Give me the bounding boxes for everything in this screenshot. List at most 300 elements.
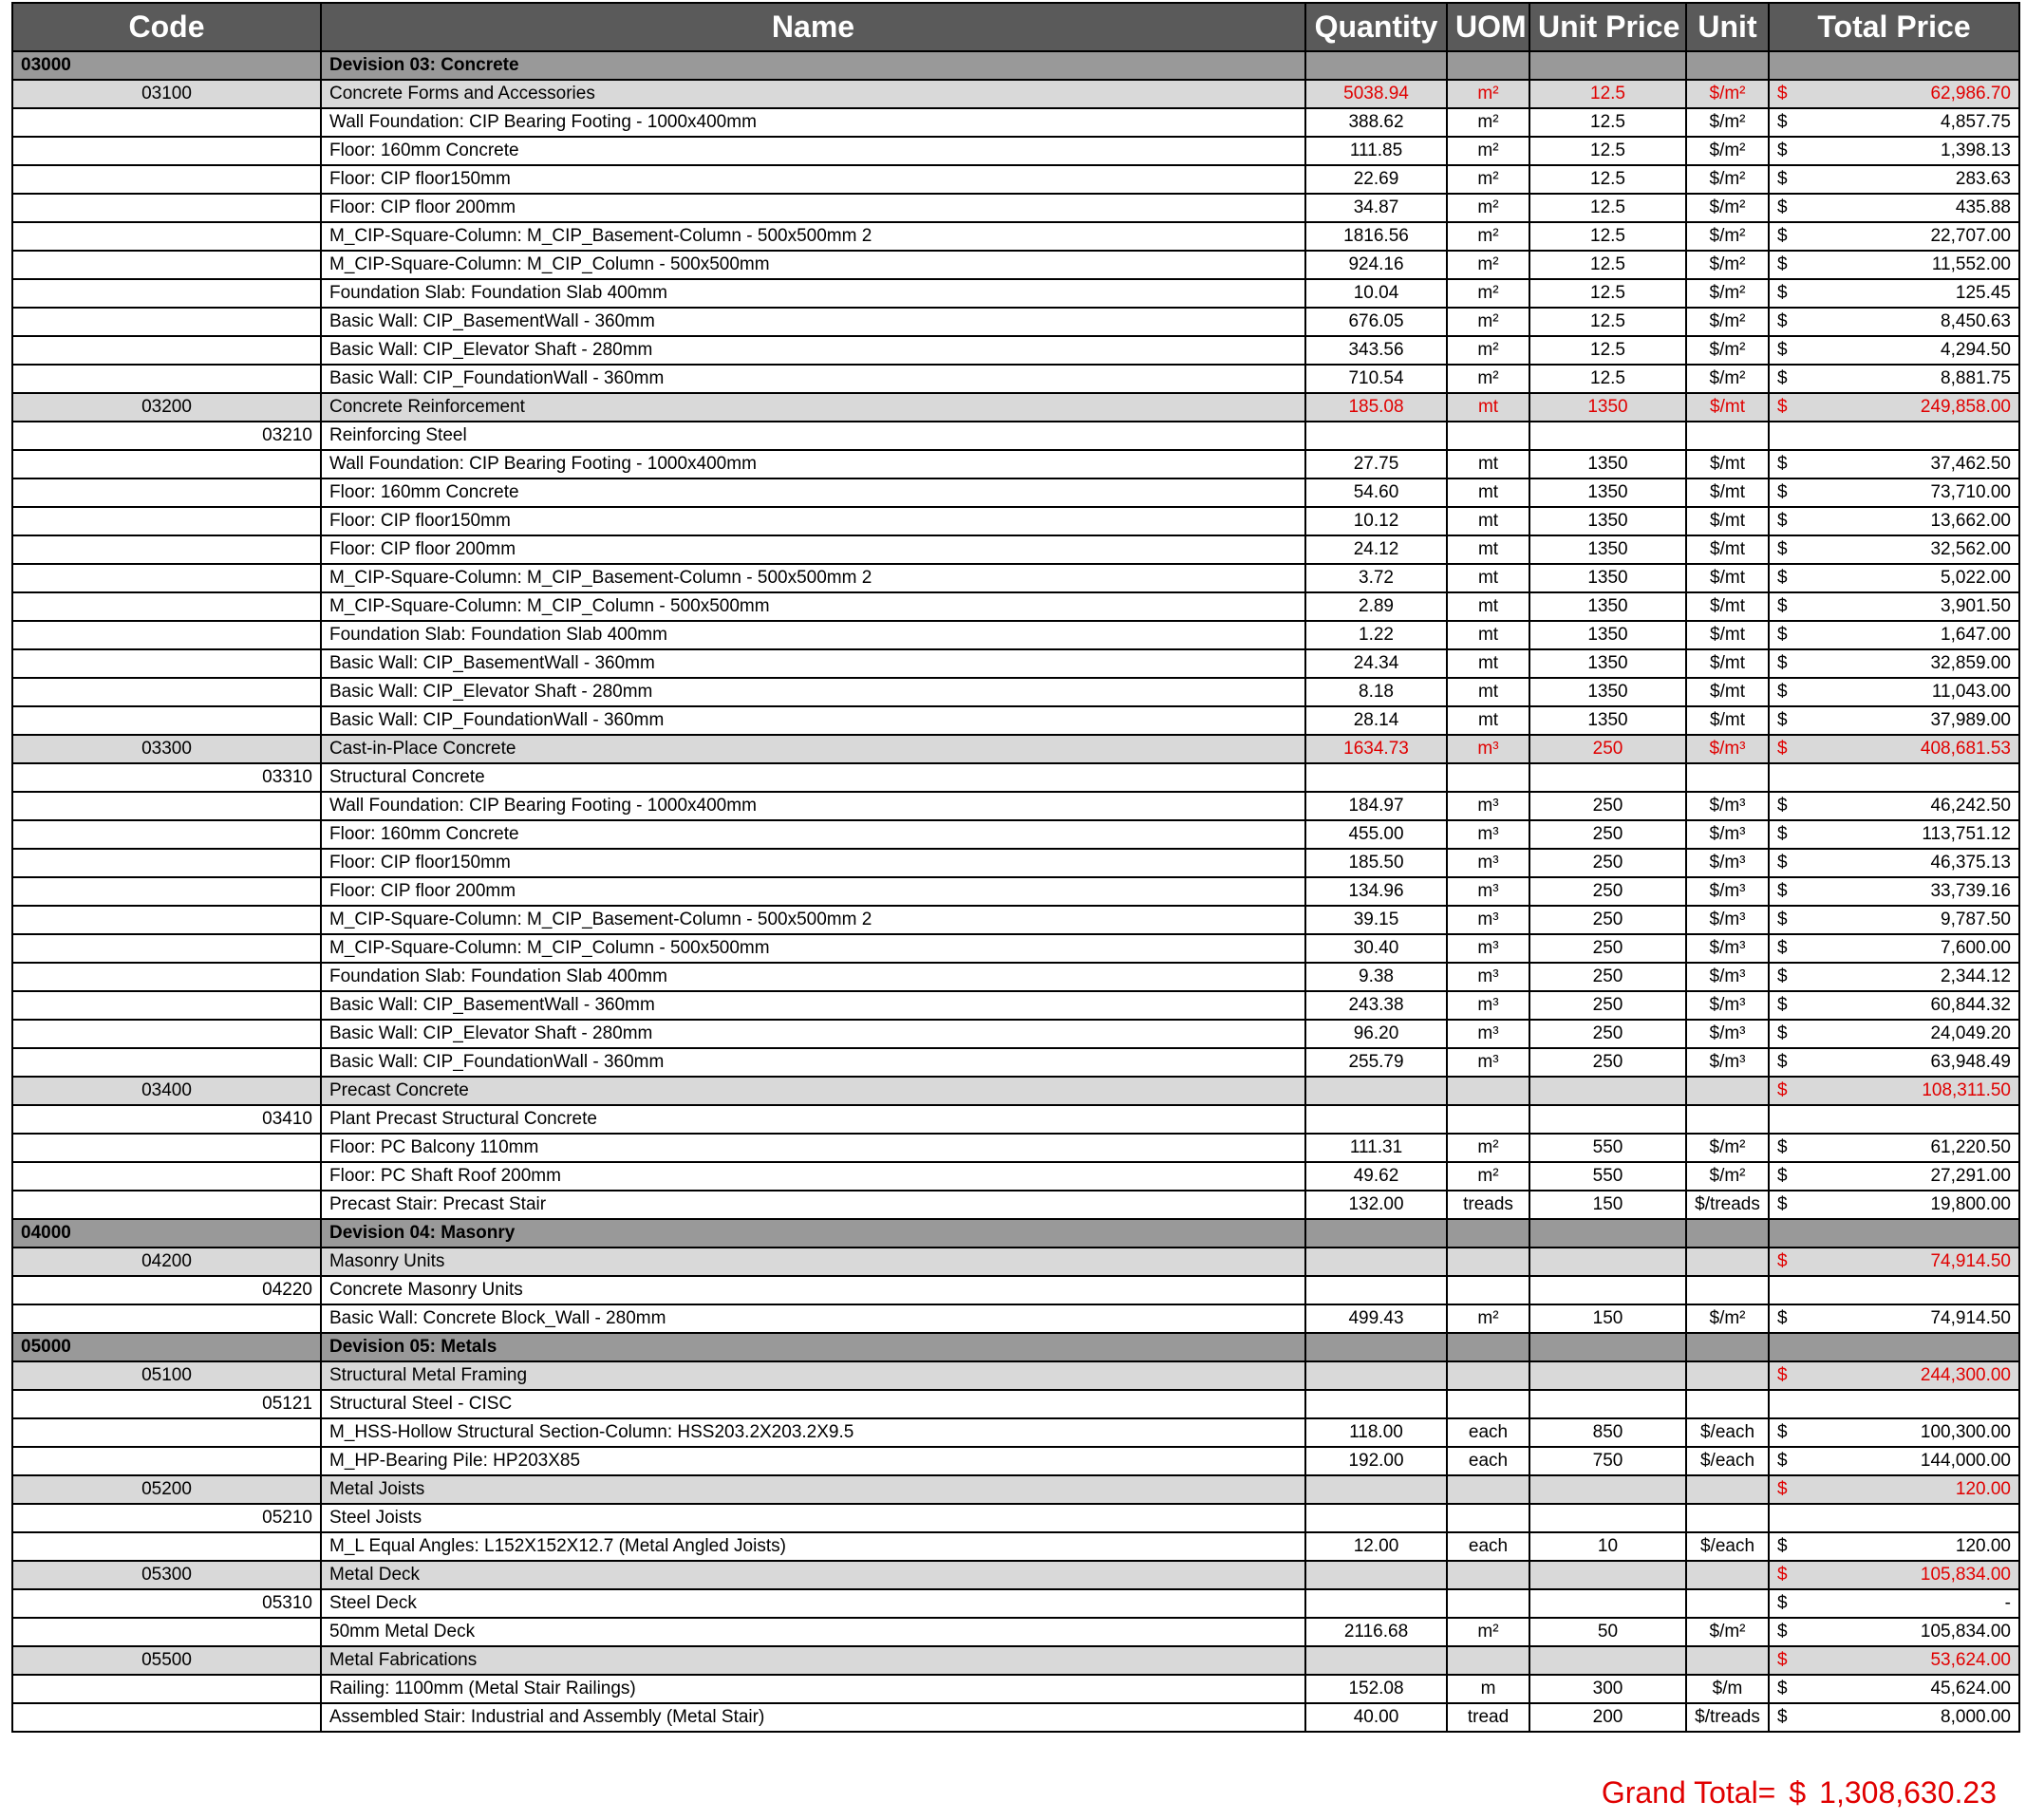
cell-name[interactable]: Metal Joists	[321, 1475, 1305, 1504]
cell-unit[interactable]: $/each	[1686, 1447, 1769, 1475]
cell-name[interactable]: 50mm Metal Deck	[321, 1618, 1305, 1646]
cell-uom[interactable]	[1447, 763, 1529, 792]
cell-code[interactable]: 03210	[12, 422, 321, 450]
cell-uom[interactable]: mt	[1447, 592, 1529, 621]
cell-name[interactable]: Structural Concrete	[321, 763, 1305, 792]
cell-total-price[interactable]	[1769, 1447, 2019, 1475]
cell-quantity[interactable]: 12.00	[1305, 1532, 1447, 1561]
cell-code[interactable]	[12, 1020, 321, 1048]
cell-total-price[interactable]	[1769, 1618, 2019, 1646]
header-code[interactable]: Code	[12, 3, 321, 51]
cell-unit-price[interactable]: 12.5	[1529, 137, 1686, 165]
cell-code[interactable]	[12, 849, 321, 877]
cell-code[interactable]	[12, 222, 321, 251]
cell-name[interactable]: Foundation Slab: Foundation Slab 400mm	[321, 621, 1305, 649]
cell-uom[interactable]: each	[1447, 1532, 1529, 1561]
cell-code[interactable]	[12, 706, 321, 735]
cell-unit[interactable]: $/mt	[1686, 450, 1769, 478]
cell-uom[interactable]	[1447, 1361, 1529, 1390]
cell-quantity[interactable]	[1305, 1077, 1447, 1105]
cell-quantity[interactable]: 49.62	[1305, 1162, 1447, 1191]
cell-uom[interactable]: tread	[1447, 1703, 1529, 1732]
cell-unit[interactable]: $/m³	[1686, 963, 1769, 991]
cell-quantity[interactable]: 54.60	[1305, 478, 1447, 507]
cell-name[interactable]: Steel Joists	[321, 1504, 1305, 1532]
cell-uom[interactable]: treads	[1447, 1191, 1529, 1219]
cell-unit-price[interactable]: 250	[1529, 792, 1686, 820]
cell-code[interactable]	[12, 934, 321, 963]
cell-unit-price[interactable]: 12.5	[1529, 336, 1686, 365]
cell-name[interactable]: Cast-in-Place Concrete	[321, 735, 1305, 763]
cell-quantity[interactable]: 134.96	[1305, 877, 1447, 906]
cell-quantity[interactable]: 30.40	[1305, 934, 1447, 963]
cell-uom[interactable]: m	[1447, 1675, 1529, 1703]
cell-total-price[interactable]	[1769, 336, 2019, 365]
cell-uom[interactable]: mt	[1447, 507, 1529, 535]
cell-total-price[interactable]	[1769, 963, 2019, 991]
cell-uom[interactable]: each	[1447, 1447, 1529, 1475]
cell-total-price[interactable]	[1769, 763, 2019, 792]
cell-unit[interactable]: $/m²	[1686, 165, 1769, 194]
cell-uom[interactable]: m³	[1447, 849, 1529, 877]
cell-unit[interactable]: $/m³	[1686, 820, 1769, 849]
cell-unit-price[interactable]: 1350	[1529, 564, 1686, 592]
cell-name[interactable]: Basic Wall: CIP_FoundationWall - 360mm	[321, 1048, 1305, 1077]
cell-quantity[interactable]	[1305, 1589, 1447, 1618]
cell-name[interactable]: Basic Wall: CIP_FoundationWall - 360mm	[321, 365, 1305, 393]
header-unit[interactable]: Unit	[1686, 3, 1769, 51]
cell-unit-price[interactable]	[1529, 1390, 1686, 1418]
cell-unit[interactable]: $/m²	[1686, 108, 1769, 137]
cell-name[interactable]: M_HP-Bearing Pile: HP203X85	[321, 1447, 1305, 1475]
cell-total-price[interactable]	[1769, 1361, 2019, 1390]
cell-total-price[interactable]	[1769, 820, 2019, 849]
cell-quantity[interactable]: 1634.73	[1305, 735, 1447, 763]
cell-total-price[interactable]	[1769, 592, 2019, 621]
cell-code[interactable]: 05500	[12, 1646, 321, 1675]
cell-quantity[interactable]: 24.34	[1305, 649, 1447, 678]
cell-code[interactable]	[12, 1191, 321, 1219]
cell-quantity[interactable]: 96.20	[1305, 1020, 1447, 1048]
cell-unit[interactable]: $/m²	[1686, 194, 1769, 222]
cell-unit[interactable]	[1686, 51, 1769, 80]
cell-uom[interactable]: m²	[1447, 308, 1529, 336]
cell-uom[interactable]: m³	[1447, 906, 1529, 934]
cell-quantity[interactable]: 924.16	[1305, 251, 1447, 279]
cell-unit-price[interactable]	[1529, 1219, 1686, 1248]
cell-uom[interactable]: mt	[1447, 649, 1529, 678]
cell-uom[interactable]: m³	[1447, 1020, 1529, 1048]
cell-unit[interactable]: $/m²	[1686, 80, 1769, 108]
cell-unit-price[interactable]: 150	[1529, 1191, 1686, 1219]
cell-total-price[interactable]	[1769, 849, 2019, 877]
cell-name[interactable]: M_CIP-Square-Column: M_CIP_Column - 500x500mm	[321, 251, 1305, 279]
cell-code[interactable]	[12, 621, 321, 649]
cell-uom[interactable]: mt	[1447, 621, 1529, 649]
cell-unit[interactable]	[1686, 1219, 1769, 1248]
cell-unit[interactable]: $/m²	[1686, 308, 1769, 336]
cell-code[interactable]: 04000	[12, 1219, 321, 1248]
cell-uom[interactable]: mt	[1447, 393, 1529, 422]
cell-name[interactable]: Precast Stair: Precast Stair	[321, 1191, 1305, 1219]
cell-uom[interactable]	[1447, 1589, 1529, 1618]
cell-total-price[interactable]	[1769, 222, 2019, 251]
cell-unit-price[interactable]: 150	[1529, 1304, 1686, 1333]
cell-code[interactable]	[12, 877, 321, 906]
cell-name[interactable]: Basic Wall: CIP_Elevator Shaft - 280mm	[321, 336, 1305, 365]
cell-code[interactable]	[12, 165, 321, 194]
cell-total-price[interactable]	[1769, 877, 2019, 906]
cell-code[interactable]	[12, 336, 321, 365]
cell-name[interactable]: Floor: CIP floor150mm	[321, 849, 1305, 877]
cell-name[interactable]: Floor: 160mm Concrete	[321, 478, 1305, 507]
cell-unit[interactable]: $/m²	[1686, 222, 1769, 251]
cell-name[interactable]: Wall Foundation: CIP Bearing Footing - 1000x400mm	[321, 108, 1305, 137]
cell-unit[interactable]: $/mt	[1686, 478, 1769, 507]
cell-unit[interactable]: $/m³	[1686, 877, 1769, 906]
cell-total-price[interactable]	[1769, 1105, 2019, 1134]
cell-unit[interactable]: $/mt	[1686, 507, 1769, 535]
cell-unit-price[interactable]: 1350	[1529, 649, 1686, 678]
cell-uom[interactable]: m²	[1447, 1304, 1529, 1333]
header-total-price[interactable]: Total Price	[1769, 3, 2019, 51]
cell-unit-price[interactable]: 1350	[1529, 706, 1686, 735]
cell-quantity[interactable]: 388.62	[1305, 108, 1447, 137]
cell-uom[interactable]	[1447, 1390, 1529, 1418]
cell-total-price[interactable]	[1769, 1048, 2019, 1077]
cell-code[interactable]	[12, 1447, 321, 1475]
cell-unit-price[interactable]: 550	[1529, 1162, 1686, 1191]
cell-total-price[interactable]	[1769, 1504, 2019, 1532]
cell-code[interactable]	[12, 137, 321, 165]
cell-unit-price[interactable]: 250	[1529, 991, 1686, 1020]
cell-unit-price[interactable]	[1529, 1646, 1686, 1675]
cell-code[interactable]: 03400	[12, 1077, 321, 1105]
cell-total-price[interactable]	[1769, 365, 2019, 393]
cell-total-price[interactable]	[1769, 1191, 2019, 1219]
cell-unit[interactable]: $/each	[1686, 1532, 1769, 1561]
cell-unit[interactable]: $/m³	[1686, 735, 1769, 763]
cell-unit-price[interactable]: 12.5	[1529, 251, 1686, 279]
cell-total-price[interactable]	[1769, 1390, 2019, 1418]
cell-unit[interactable]: $/m³	[1686, 1020, 1769, 1048]
cell-quantity[interactable]: 243.38	[1305, 991, 1447, 1020]
cell-unit[interactable]: $/mt	[1686, 678, 1769, 706]
cell-code[interactable]: 03000	[12, 51, 321, 80]
header-quantity[interactable]: Quantity	[1305, 3, 1447, 51]
cell-unit[interactable]	[1686, 1333, 1769, 1361]
cell-unit-price[interactable]	[1529, 1333, 1686, 1361]
cell-unit[interactable]: $/m²	[1686, 336, 1769, 365]
cell-total-price[interactable]	[1769, 478, 2019, 507]
cell-unit[interactable]	[1686, 1646, 1769, 1675]
cell-unit-price[interactable]: 12.5	[1529, 165, 1686, 194]
cell-total-price[interactable]	[1769, 1134, 2019, 1162]
cell-uom[interactable]: m³	[1447, 991, 1529, 1020]
cell-code[interactable]: 03200	[12, 393, 321, 422]
cell-unit-price[interactable]	[1529, 1248, 1686, 1276]
cell-code[interactable]	[12, 1134, 321, 1162]
cell-uom[interactable]: mt	[1447, 564, 1529, 592]
cell-total-price[interactable]	[1769, 1475, 2019, 1504]
cell-uom[interactable]: m²	[1447, 222, 1529, 251]
cell-unit-price[interactable]	[1529, 1361, 1686, 1390]
cell-uom[interactable]: m²	[1447, 1618, 1529, 1646]
cell-unit-price[interactable]: 250	[1529, 820, 1686, 849]
cell-total-price[interactable]	[1769, 991, 2019, 1020]
cell-name[interactable]: Floor: CIP floor150mm	[321, 165, 1305, 194]
cell-name[interactable]: Metal Deck	[321, 1561, 1305, 1589]
cell-uom[interactable]: mt	[1447, 478, 1529, 507]
cell-unit[interactable]: $/mt	[1686, 592, 1769, 621]
cell-uom[interactable]	[1447, 1276, 1529, 1304]
cell-code[interactable]	[12, 792, 321, 820]
cell-unit-price[interactable]: 250	[1529, 1020, 1686, 1048]
cell-unit-price[interactable]: 12.5	[1529, 80, 1686, 108]
cell-total-price[interactable]	[1769, 308, 2019, 336]
cell-name[interactable]: M_CIP-Square-Column: M_CIP_Column - 500x500mm	[321, 934, 1305, 963]
cell-quantity[interactable]: 1816.56	[1305, 222, 1447, 251]
cell-unit-price[interactable]: 300	[1529, 1675, 1686, 1703]
cell-unit-price[interactable]: 1350	[1529, 450, 1686, 478]
cell-quantity[interactable]	[1305, 1561, 1447, 1589]
cell-quantity[interactable]: 10.12	[1305, 507, 1447, 535]
cell-name[interactable]: Floor: CIP floor 200mm	[321, 194, 1305, 222]
cell-quantity[interactable]	[1305, 1504, 1447, 1532]
cell-uom[interactable]: m²	[1447, 194, 1529, 222]
cell-unit-price[interactable]	[1529, 422, 1686, 450]
cell-unit[interactable]: $/mt	[1686, 564, 1769, 592]
cell-unit-price[interactable]: 250	[1529, 735, 1686, 763]
cell-name[interactable]: Plant Precast Structural Concrete	[321, 1105, 1305, 1134]
cell-unit-price[interactable]: 1350	[1529, 678, 1686, 706]
header-uom[interactable]: UOM	[1447, 3, 1529, 51]
cell-name[interactable]: M_CIP-Square-Column: M_CIP_Basement-Column - 500x500mm 2	[321, 564, 1305, 592]
cell-code[interactable]: 05100	[12, 1361, 321, 1390]
cell-name[interactable]: Precast Concrete	[321, 1077, 1305, 1105]
cell-unit-price[interactable]	[1529, 1475, 1686, 1504]
cell-name[interactable]: M_L Equal Angles: L152X152X12.7 (Metal Angled Joists)	[321, 1532, 1305, 1561]
cell-unit-price[interactable]	[1529, 1589, 1686, 1618]
cell-unit-price[interactable]: 12.5	[1529, 222, 1686, 251]
cell-name[interactable]: M_CIP-Square-Column: M_CIP_Column - 500x500mm	[321, 592, 1305, 621]
cell-quantity[interactable]: 152.08	[1305, 1675, 1447, 1703]
cell-unit-price[interactable]: 250	[1529, 1048, 1686, 1077]
cell-total-price[interactable]	[1769, 792, 2019, 820]
cell-unit-price[interactable]	[1529, 1105, 1686, 1134]
cell-name[interactable]: Basic Wall: CIP_BasementWall - 360mm	[321, 649, 1305, 678]
cell-unit-price[interactable]: 750	[1529, 1447, 1686, 1475]
cell-unit[interactable]	[1686, 422, 1769, 450]
cell-unit-price[interactable]: 1350	[1529, 621, 1686, 649]
cell-unit-price[interactable]: 1350	[1529, 393, 1686, 422]
cell-quantity[interactable]	[1305, 1333, 1447, 1361]
cell-unit-price[interactable]: 12.5	[1529, 308, 1686, 336]
cell-unit-price[interactable]: 12.5	[1529, 365, 1686, 393]
cell-name[interactable]: Basic Wall: CIP_Elevator Shaft - 280mm	[321, 678, 1305, 706]
cell-code[interactable]: 03100	[12, 80, 321, 108]
cell-unit[interactable]	[1686, 1361, 1769, 1390]
cell-unit[interactable]: $/m³	[1686, 934, 1769, 963]
cell-code[interactable]	[12, 365, 321, 393]
cell-unit[interactable]: $/m²	[1686, 1162, 1769, 1191]
cell-code[interactable]	[12, 1703, 321, 1732]
cell-unit-price[interactable]: 1350	[1529, 478, 1686, 507]
cell-uom[interactable]: m³	[1447, 1048, 1529, 1077]
cell-quantity[interactable]: 22.69	[1305, 165, 1447, 194]
cell-unit-price[interactable]: 12.5	[1529, 108, 1686, 137]
cell-total-price[interactable]	[1769, 649, 2019, 678]
cell-uom[interactable]	[1447, 51, 1529, 80]
cell-quantity[interactable]	[1305, 51, 1447, 80]
cell-uom[interactable]: m²	[1447, 279, 1529, 308]
cell-name[interactable]: Floor: CIP floor 200mm	[321, 535, 1305, 564]
cell-unit-price[interactable]: 550	[1529, 1134, 1686, 1162]
cell-code[interactable]	[12, 478, 321, 507]
cell-code[interactable]: 03410	[12, 1105, 321, 1134]
cell-unit-price[interactable]	[1529, 51, 1686, 80]
cell-total-price[interactable]	[1769, 1333, 2019, 1361]
cell-name[interactable]: Wall Foundation: CIP Bearing Footing - 1000x400mm	[321, 792, 1305, 820]
cell-uom[interactable]	[1447, 1219, 1529, 1248]
cell-unit-price[interactable]: 10	[1529, 1532, 1686, 1561]
cell-quantity[interactable]	[1305, 1105, 1447, 1134]
cell-name[interactable]: Structural Steel - CISC	[321, 1390, 1305, 1418]
cell-name[interactable]: Assembled Stair: Industrial and Assembly (Metal Stair)	[321, 1703, 1305, 1732]
cell-uom[interactable]: m³	[1447, 820, 1529, 849]
cell-unit-price[interactable]: 50	[1529, 1618, 1686, 1646]
cell-quantity[interactable]: 5038.94	[1305, 80, 1447, 108]
cell-unit[interactable]: $/m²	[1686, 279, 1769, 308]
cell-unit[interactable]: $/mt	[1686, 535, 1769, 564]
cell-unit[interactable]: $/m²	[1686, 1618, 1769, 1646]
cell-unit-price[interactable]	[1529, 1561, 1686, 1589]
cell-total-price[interactable]	[1769, 1276, 2019, 1304]
cell-unit[interactable]	[1686, 1390, 1769, 1418]
cell-quantity[interactable]: 499.43	[1305, 1304, 1447, 1333]
cell-name[interactable]: Floor: 160mm Concrete	[321, 820, 1305, 849]
cell-name[interactable]: Metal Fabrications	[321, 1646, 1305, 1675]
cell-unit[interactable]: $/treads	[1686, 1191, 1769, 1219]
cell-uom[interactable]: m²	[1447, 137, 1529, 165]
cell-code[interactable]	[12, 507, 321, 535]
cell-total-price[interactable]	[1769, 1561, 2019, 1589]
cell-uom[interactable]: mt	[1447, 535, 1529, 564]
cell-code[interactable]: 05200	[12, 1475, 321, 1504]
cell-unit[interactable]: $/mt	[1686, 706, 1769, 735]
cell-code[interactable]	[12, 108, 321, 137]
cell-code[interactable]: 03300	[12, 735, 321, 763]
cell-total-price[interactable]	[1769, 1020, 2019, 1048]
cell-name[interactable]: M_CIP-Square-Column: M_CIP_Basement-Column - 500x500mm 2	[321, 906, 1305, 934]
cell-uom[interactable]	[1447, 1248, 1529, 1276]
cell-unit[interactable]: $/mt	[1686, 649, 1769, 678]
cell-total-price[interactable]	[1769, 507, 2019, 535]
cell-code[interactable]	[12, 1162, 321, 1191]
cell-unit[interactable]	[1686, 1276, 1769, 1304]
cell-quantity[interactable]	[1305, 1276, 1447, 1304]
cell-total-price[interactable]	[1769, 1532, 2019, 1561]
cell-quantity[interactable]: 192.00	[1305, 1447, 1447, 1475]
cell-code[interactable]	[12, 251, 321, 279]
cell-unit[interactable]	[1686, 1105, 1769, 1134]
cell-unit[interactable]	[1686, 1077, 1769, 1105]
cell-quantity[interactable]: 9.38	[1305, 963, 1447, 991]
cell-name[interactable]: Basic Wall: CIP_BasementWall - 360mm	[321, 308, 1305, 336]
cell-name[interactable]: Floor: 160mm Concrete	[321, 137, 1305, 165]
cell-total-price[interactable]	[1769, 1418, 2019, 1447]
cell-uom[interactable]	[1447, 1475, 1529, 1504]
cell-code[interactable]: 04220	[12, 1276, 321, 1304]
cell-name[interactable]: Floor: CIP floor150mm	[321, 507, 1305, 535]
cell-name[interactable]: Devision 05: Metals	[321, 1333, 1305, 1361]
cell-code[interactable]: 05121	[12, 1390, 321, 1418]
cell-unit[interactable]: $/m²	[1686, 251, 1769, 279]
cell-unit[interactable]: $/m³	[1686, 906, 1769, 934]
header-name[interactable]: Name	[321, 3, 1305, 51]
cell-uom[interactable]: m³	[1447, 934, 1529, 963]
cell-uom[interactable]: each	[1447, 1418, 1529, 1447]
cell-total-price[interactable]	[1769, 279, 2019, 308]
cell-total-price[interactable]	[1769, 1304, 2019, 1333]
cell-unit-price[interactable]: 250	[1529, 934, 1686, 963]
cell-quantity[interactable]: 39.15	[1305, 906, 1447, 934]
cell-uom[interactable]: m³	[1447, 963, 1529, 991]
cell-quantity[interactable]: 24.12	[1305, 535, 1447, 564]
cell-quantity[interactable]: 184.97	[1305, 792, 1447, 820]
cell-unit-price[interactable]	[1529, 1504, 1686, 1532]
cell-unit[interactable]	[1686, 1561, 1769, 1589]
cell-unit-price[interactable]: 1350	[1529, 535, 1686, 564]
cell-code[interactable]: 05310	[12, 1589, 321, 1618]
cell-unit[interactable]: $/m²	[1686, 1134, 1769, 1162]
cell-quantity[interactable]: 8.18	[1305, 678, 1447, 706]
cell-quantity[interactable]: 111.31	[1305, 1134, 1447, 1162]
cell-code[interactable]	[12, 1048, 321, 1077]
cell-unit[interactable]: $/m²	[1686, 365, 1769, 393]
cell-uom[interactable]: m²	[1447, 1162, 1529, 1191]
cell-unit-price[interactable]: 250	[1529, 963, 1686, 991]
cell-code[interactable]: 04200	[12, 1248, 321, 1276]
cell-quantity[interactable]: 132.00	[1305, 1191, 1447, 1219]
cell-uom[interactable]: m³	[1447, 877, 1529, 906]
cell-total-price[interactable]	[1769, 934, 2019, 963]
cell-name[interactable]: Reinforcing Steel	[321, 422, 1305, 450]
cell-unit-price[interactable]	[1529, 1077, 1686, 1105]
cell-unit-price[interactable]: 250	[1529, 877, 1686, 906]
cell-quantity[interactable]: 27.75	[1305, 450, 1447, 478]
cell-quantity[interactable]	[1305, 1646, 1447, 1675]
cell-uom[interactable]	[1447, 422, 1529, 450]
cell-uom[interactable]: m³	[1447, 792, 1529, 820]
cell-name[interactable]: Concrete Masonry Units	[321, 1276, 1305, 1304]
cell-code[interactable]	[12, 194, 321, 222]
cell-quantity[interactable]: 2.89	[1305, 592, 1447, 621]
cell-unit[interactable]: $/m³	[1686, 849, 1769, 877]
cell-quantity[interactable]: 1.22	[1305, 621, 1447, 649]
cell-uom[interactable]: m²	[1447, 251, 1529, 279]
cell-quantity[interactable]: 40.00	[1305, 1703, 1447, 1732]
cell-uom[interactable]: m²	[1447, 108, 1529, 137]
cell-total-price[interactable]	[1769, 1077, 2019, 1105]
cell-unit-price[interactable]: 250	[1529, 906, 1686, 934]
cell-unit[interactable]	[1686, 1504, 1769, 1532]
cell-unit-price[interactable]: 12.5	[1529, 279, 1686, 308]
cell-code[interactable]	[12, 649, 321, 678]
cell-quantity[interactable]: 255.79	[1305, 1048, 1447, 1077]
cell-quantity[interactable]	[1305, 763, 1447, 792]
cell-code[interactable]	[12, 1675, 321, 1703]
